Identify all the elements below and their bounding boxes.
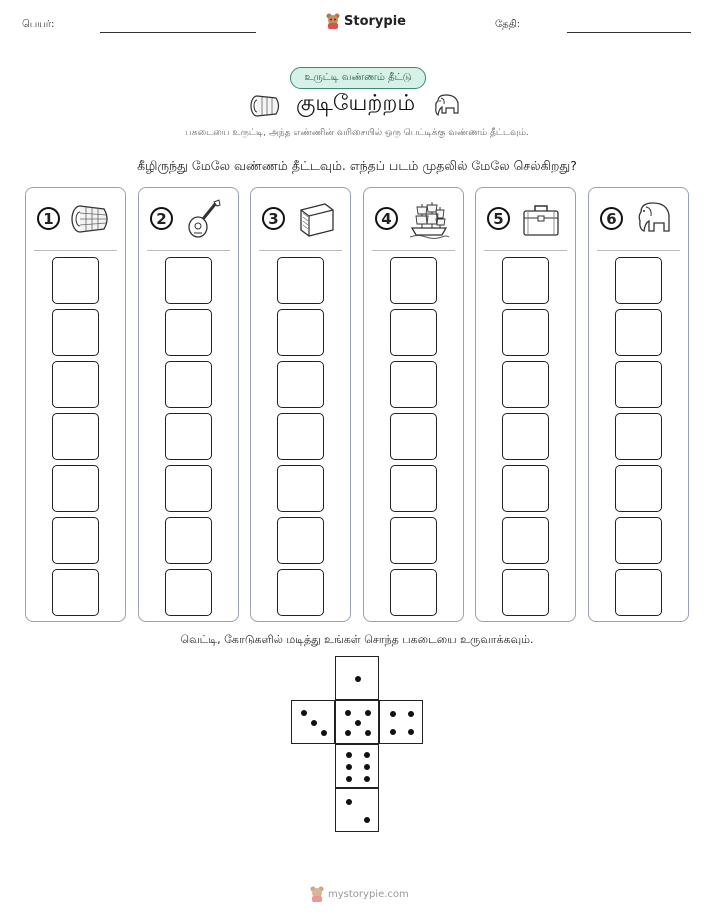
name-label: பெயர்: (22, 19, 55, 30)
color-box[interactable] (390, 413, 437, 460)
color-box[interactable] (52, 465, 99, 512)
color-box[interactable] (277, 257, 324, 304)
column-number: 6 (600, 207, 623, 230)
column-5 (475, 187, 576, 622)
die-pip (365, 710, 371, 716)
color-box[interactable] (165, 309, 212, 356)
die-pip (345, 710, 351, 716)
color-box[interactable] (615, 309, 662, 356)
rug-icon (250, 94, 282, 118)
die-face-3 (291, 700, 335, 744)
column-divider (372, 250, 455, 251)
color-box[interactable] (390, 257, 437, 304)
die-face-1 (335, 656, 379, 700)
date-line[interactable] (567, 32, 691, 33)
die-pip (364, 764, 370, 770)
question-text: கீழிருந்து மேலே வண்ணம் தீட்டவும். எந்தப் படம் முதலில் மேலே செல்கிறது? (137, 158, 577, 173)
die-pip (364, 776, 370, 782)
footer (310, 886, 409, 902)
column-divider (484, 250, 567, 251)
color-box[interactable] (165, 569, 212, 616)
die-pip (346, 764, 352, 770)
color-box[interactable] (277, 569, 324, 616)
color-box[interactable] (165, 361, 212, 408)
die-face-2 (335, 788, 379, 832)
color-box[interactable] (52, 569, 99, 616)
name-line[interactable] (100, 32, 256, 33)
die-pip (355, 676, 361, 682)
color-box[interactable] (277, 309, 324, 356)
color-box[interactable] (390, 309, 437, 356)
column-1 (25, 187, 126, 622)
color-box[interactable] (502, 257, 549, 304)
column-number: 5 (487, 207, 510, 230)
color-box[interactable] (615, 465, 662, 512)
die-pip (364, 752, 370, 758)
color-box[interactable] (502, 465, 549, 512)
color-box[interactable] (502, 517, 549, 564)
rug-icon (70, 198, 112, 240)
die-pip (390, 711, 396, 717)
book-icon (295, 198, 337, 240)
color-box[interactable] (502, 413, 549, 460)
color-box[interactable] (615, 569, 662, 616)
color-box[interactable] (277, 517, 324, 564)
column-2 (138, 187, 239, 622)
color-box[interactable] (165, 465, 212, 512)
column-divider (597, 250, 680, 251)
color-box[interactable] (615, 517, 662, 564)
subtitle-instruction: பகடையை உருட்டி, அந்த எண்ணின் வரிசையில் ஒரு பெட்டிக்கு வண்ணம் தீட்டவும். (185, 128, 529, 138)
lute-icon (183, 198, 225, 240)
color-box[interactable] (615, 361, 662, 408)
color-box[interactable] (165, 413, 212, 460)
column-number: 4 (375, 207, 398, 230)
color-box[interactable] (52, 309, 99, 356)
die-face-5 (335, 700, 379, 744)
column-number: 2 (150, 207, 173, 230)
die-pip (346, 776, 352, 782)
color-box[interactable] (502, 569, 549, 616)
die-pip (346, 799, 352, 805)
column-3 (250, 187, 351, 622)
color-box[interactable] (52, 517, 99, 564)
color-box[interactable] (615, 413, 662, 460)
ship-icon (408, 198, 450, 240)
color-box[interactable] (165, 257, 212, 304)
column-number: 1 (37, 207, 60, 230)
color-box[interactable] (52, 257, 99, 304)
column-6 (588, 187, 689, 622)
column-divider (34, 250, 117, 251)
column-divider (259, 250, 342, 251)
color-box[interactable] (52, 361, 99, 408)
bear-mascot-icon (326, 13, 340, 29)
brand-name: Storypie (344, 13, 406, 29)
color-box[interactable] (165, 517, 212, 564)
date-label: தேதி: (495, 19, 521, 30)
suitcase-icon (520, 198, 562, 240)
color-box[interactable] (615, 257, 662, 304)
color-box[interactable] (390, 465, 437, 512)
die-pip (364, 817, 370, 823)
color-box[interactable] (390, 569, 437, 616)
color-box[interactable] (390, 361, 437, 408)
die-pip (346, 752, 352, 758)
color-box[interactable] (502, 309, 549, 356)
activity-pill: உருட்டி வண்ணம் தீட்டு (290, 67, 426, 89)
die-instruction: வெட்டி, கோடுகளில் மடித்து உங்கள் சொந்த பகடையை உருவாக்கவும். (180, 633, 534, 646)
color-box[interactable] (390, 517, 437, 564)
color-box[interactable] (277, 465, 324, 512)
color-box[interactable] (277, 413, 324, 460)
die-face-4 (379, 700, 423, 744)
bear-mascot-icon (310, 886, 324, 902)
brand-logo (326, 13, 406, 29)
color-box[interactable] (502, 361, 549, 408)
column-4 (363, 187, 464, 622)
elephant-icon (633, 198, 675, 240)
die-pip (390, 729, 396, 735)
die-pip (408, 711, 414, 717)
color-box[interactable] (52, 413, 99, 460)
column-divider (147, 250, 230, 251)
color-box[interactable] (277, 361, 324, 408)
page-title: குடியேற்றம் (296, 91, 416, 116)
die-face-6 (335, 744, 379, 788)
die-pip (301, 710, 307, 716)
die-pip (321, 730, 327, 736)
die-pip (355, 720, 361, 726)
die-pip (345, 730, 351, 736)
die-pip (408, 729, 414, 735)
die-pip (365, 730, 371, 736)
elephant-icon (432, 93, 464, 119)
column-number: 3 (262, 207, 285, 230)
footer-url[interactable]: mystorypie.com (328, 888, 409, 900)
die-pip (311, 720, 317, 726)
